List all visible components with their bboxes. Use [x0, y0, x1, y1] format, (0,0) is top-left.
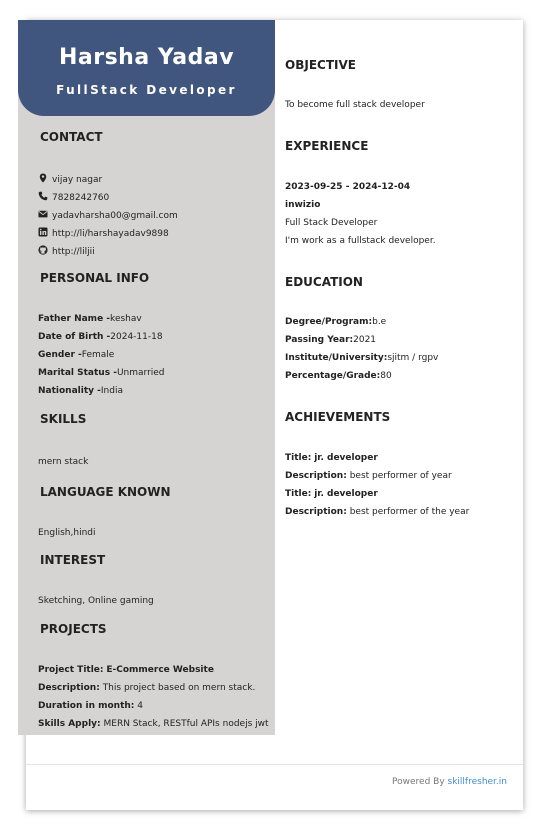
personal-gender — [38, 350, 114, 360]
project-skills — [38, 719, 269, 729]
personal-nationality — [38, 386, 123, 396]
contact-linkedin — [38, 227, 169, 239]
envelope-icon — [38, 209, 48, 219]
candidate-title: FullStack Developer — [56, 83, 237, 97]
personal-gender-label: Gender - — [38, 350, 82, 360]
language-heading: LANGUAGE KNOWN — [40, 485, 171, 499]
project-duration — [38, 701, 143, 711]
personal-marital-label: Marital Status - — [38, 368, 117, 378]
personal-marital-value: Unmarried — [116, 368, 165, 378]
personal-dob-value: 2024-11-18 — [110, 332, 163, 342]
achievement-title-value: jr. developer — [314, 453, 378, 463]
achievement-title — [285, 489, 378, 499]
achievement-title-label: Title: — [285, 453, 312, 463]
personal-dob-label: Date of Birth - — [38, 332, 111, 342]
project-title-label: Project Title: — [38, 665, 104, 675]
interest-text: Sketching, Online gaming — [38, 596, 154, 606]
personal-father — [38, 314, 142, 324]
experience-heading: EXPERIENCE — [285, 139, 369, 153]
education-year-label: Passing Year: — [285, 335, 354, 345]
education-institute-value: sjitm / rgpv — [387, 353, 439, 363]
contact-email — [38, 209, 178, 221]
contact-phone-text: 7828242760 — [52, 193, 110, 203]
personal-father-label: Father Name - — [38, 314, 111, 324]
personal-nationality-label: Nationality - — [38, 386, 101, 396]
project-duration-value: 4 — [137, 701, 144, 711]
language-text: English,hindi — [38, 528, 96, 538]
education-degree-value: b.e — [372, 317, 387, 327]
achievement-description-label: Description: — [285, 471, 347, 481]
location-icon — [38, 173, 48, 183]
project-description — [38, 683, 255, 693]
footer-prefix: Powered By — [392, 777, 445, 787]
education-year — [285, 335, 376, 345]
achievement-title-value: jr. developer — [314, 489, 378, 499]
personal-nationality-value: India — [100, 386, 123, 396]
education-grade — [285, 371, 392, 381]
project-skills-label: Skills Apply: — [38, 719, 101, 729]
education-institute — [285, 353, 438, 363]
contact-email-text: yadavharsha00@gmail.com — [52, 211, 178, 221]
footer — [392, 777, 507, 787]
achievement-description — [285, 507, 469, 517]
education-year-value: 2021 — [353, 335, 377, 345]
github-icon — [38, 245, 48, 255]
achievement-title-label: Title: — [285, 489, 312, 499]
experience-dates: 2023-09-25 - 2024-12-04 — [285, 182, 411, 192]
education-degree — [285, 317, 386, 327]
achievements-heading: ACHIEVEMENTS — [285, 410, 391, 424]
personal-info-heading: PERSONAL INFO — [40, 271, 150, 285]
education-heading: EDUCATION — [285, 275, 363, 289]
contact-phone — [38, 191, 109, 203]
achievement-description-value: best performer of year — [349, 471, 452, 481]
education-institute-label: Institute/University: — [285, 353, 388, 363]
project-duration-label: Duration in month: — [38, 701, 135, 711]
project-description-value: This project based on mern stack. — [102, 683, 256, 693]
objective-heading: OBJECTIVE — [285, 58, 356, 72]
contact-github-text: http://liljii — [52, 247, 95, 257]
phone-icon — [38, 191, 48, 201]
education-grade-value: 80 — [380, 371, 392, 381]
interest-heading: INTEREST — [40, 553, 106, 567]
education-degree-label: Degree/Program: — [285, 317, 373, 327]
project-title — [38, 665, 214, 675]
achievement-description — [285, 471, 452, 481]
contact-github — [38, 245, 95, 257]
experience-company: inwizio — [285, 200, 321, 210]
education-grade-label: Percentage/Grade: — [285, 371, 381, 381]
candidate-name: Harsha Yadav — [58, 45, 235, 70]
personal-father-value: keshav — [110, 314, 142, 324]
project-description-label: Description: — [38, 683, 100, 693]
skills-text: mern stack — [38, 457, 89, 467]
skills-heading: SKILLS — [40, 412, 87, 426]
personal-dob — [38, 332, 163, 342]
personal-marital — [38, 368, 165, 378]
projects-heading: PROJECTS — [40, 622, 107, 636]
personal-gender-value: Female — [81, 350, 115, 360]
objective-text: To become full stack developer — [285, 100, 425, 110]
contact-location-text: vijay nagar — [52, 175, 103, 185]
achievement-description-value: best performer of the year — [349, 507, 470, 517]
contact-location — [38, 173, 102, 185]
resume-header — [18, 20, 275, 116]
achievement-title — [285, 453, 378, 463]
contact-heading: CONTACT — [40, 130, 103, 144]
contact-linkedin-text: http://li/harshayadav9898 — [52, 229, 169, 239]
linkedin-icon — [38, 227, 48, 237]
footer-divider — [26, 764, 523, 765]
experience-summary: I'm work as a fullstack developer. — [285, 236, 436, 246]
experience-role: Full Stack Developer — [285, 218, 378, 228]
achievement-description-label: Description: — [285, 507, 347, 517]
project-title-value: E-Commerce Website — [106, 665, 214, 675]
footer-link[interactable]: skillfresher.in — [447, 777, 507, 787]
project-skills-value: MERN Stack, RESTful APIs nodejs jwt — [103, 719, 269, 729]
